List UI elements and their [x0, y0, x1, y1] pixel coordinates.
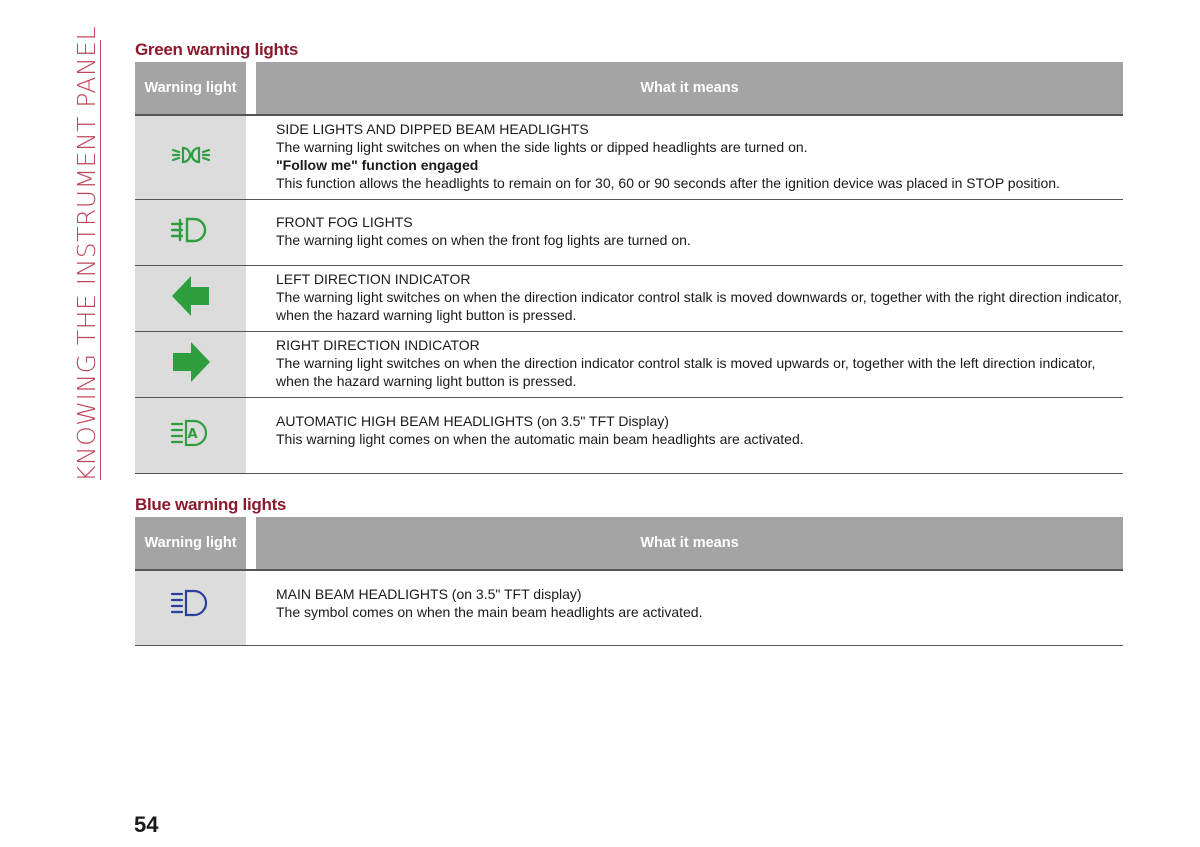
left-arrow-icon	[172, 275, 210, 321]
automatic-high-beam-icon	[170, 419, 212, 451]
row-description: The warning light switches on when the direction indicator control stalk is moved downwards or, together with the right direction indicator, when the hazard warning light button is pressed.	[276, 289, 1122, 323]
side-lights-dipped-beam-icon	[171, 143, 211, 171]
green-warning-table	[135, 62, 1123, 474]
table-row	[135, 115, 1123, 199]
row-description: The warning light switches on when the side lights or dipped headlights are turned on.	[276, 139, 808, 156]
table-row	[135, 265, 1123, 331]
row-description: This warning light comes on when the automatic main beam headlights are activated.	[276, 430, 804, 447]
chapter-title: KNOWING THE INSTRUMENT PANEL	[72, 26, 101, 482]
right-arrow-icon	[172, 341, 210, 387]
row-description: The warning light comes on when the front fog lights are turned on.	[276, 232, 691, 248]
row-description: The symbol comes on when the main beam headlights are activated.	[276, 604, 703, 620]
table-row	[135, 570, 1123, 645]
main-beam-headlights-icon	[170, 589, 212, 621]
table-row	[135, 397, 1123, 473]
row-description: The warning light switches on when the direction indicator control stalk is moved upwards or, together with the left direction indicator, when the hazard warning light button is pressed.	[276, 355, 1096, 389]
page-number: 54	[134, 812, 159, 837]
header-warning-light: Warning light	[135, 517, 246, 570]
header-warning-light: Warning light	[135, 62, 246, 115]
table-row	[135, 331, 1123, 397]
header-what-it-means: What it means	[256, 517, 1123, 570]
row-description: This function allows the headlights to remain on for 30, 60 or 90 seconds after the ignition device was placed in STOP position.	[276, 175, 1060, 192]
blue-warning-table	[135, 517, 1123, 646]
svg-text:A: A	[186, 427, 198, 442]
row-title: RIGHT DIRECTION INDICATOR	[276, 337, 480, 353]
front-fog-lights-icon	[170, 216, 212, 248]
blue-section-title: Blue warning lights	[135, 495, 287, 514]
row-title: SIDE LIGHTS AND DIPPED BEAM HEADLIGHTS	[276, 121, 589, 138]
row-title: LEFT DIRECTION INDICATOR	[276, 271, 471, 287]
row-title: FRONT FOG LIGHTS	[276, 214, 413, 230]
row-title: AUTOMATIC HIGH BEAM HEADLIGHTS (on 3.5" TFT Display)	[276, 412, 669, 429]
green-section-title: Green warning lights	[135, 40, 299, 59]
table-row	[135, 199, 1123, 265]
row-title: MAIN BEAM HEADLIGHTS (on 3.5" TFT display)	[276, 586, 582, 602]
row-subtitle: "Follow me" function engaged	[276, 157, 479, 174]
header-what-it-means: What it means	[256, 62, 1123, 115]
